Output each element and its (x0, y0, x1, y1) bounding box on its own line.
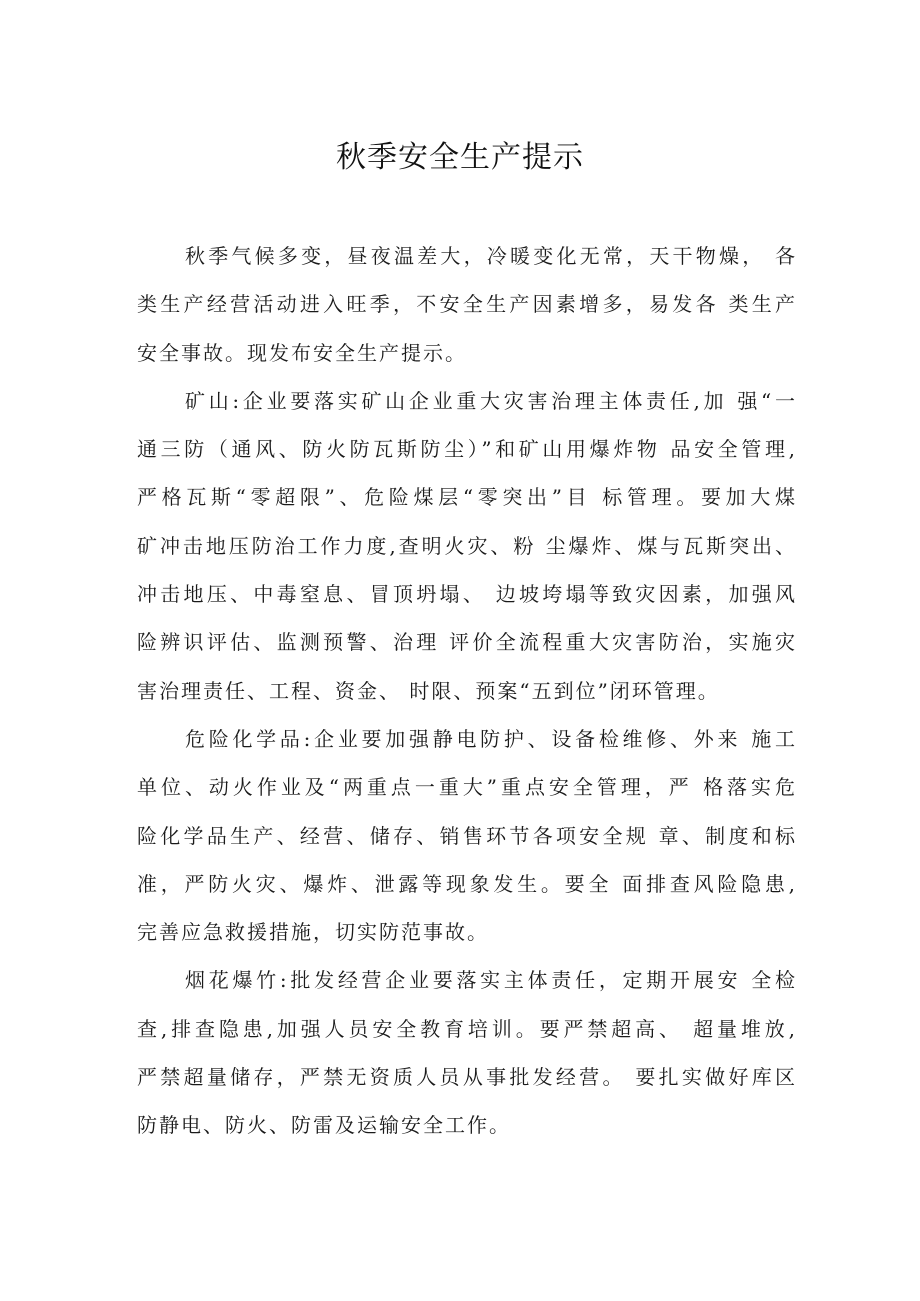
text-line: 矿山:企业要落实矿山企业重大灾害治理主体责任,加 强“一 (185, 388, 797, 413)
text-line: 烟花爆竹:批发经营企业要落实主体责任，定期开展安 全检 (185, 968, 797, 993)
text-line: 安全事故。现发布安全生产提示。 (137, 340, 467, 365)
text-line: 通三防（通风、防火防瓦斯防尘）”和矿山用爆炸物 品安全管理, (137, 437, 797, 462)
text-line: 防静电、防火、防雷及运输安全工作。 (137, 1113, 511, 1138)
paragraph-mining (137, 377, 797, 715)
text-line: 秋季气候多变，昼夜温差大，冷暖变化无常，天干物燥， 各 (185, 244, 797, 268)
text-line: 危险化学品:企业要加强静电防护、设备检维修、外来 施工 (185, 726, 797, 751)
document-body (137, 232, 797, 1150)
text-line: 严格瓦斯“零超限”、危险煤层“零突出”目 标管理。要加大煤 (137, 485, 797, 510)
paragraph-hazardous-chemicals (137, 715, 797, 956)
text-line: 险化学品生产、经营、储存、销售环节各项安全规 章、制度和标 (137, 823, 797, 848)
text-line: 冲击地压、中毒窒息、冒顶坍塌、 边坡垮塌等致灾因素，加强风 (137, 582, 797, 607)
text-line: 完善应急救援措施，切实防范事故。 (137, 920, 489, 945)
text-line: 单位、动火作业及“两重点一重大”重点安全管理，严 格落实危 (137, 775, 797, 800)
document-title: 秋季安全生产提示 (336, 140, 584, 175)
text-line: 害治理责任、工程、资金、 时限、预案“五到位”闭环管理。 (137, 678, 720, 703)
text-line: 查,排查隐患,加强人员安全教育培训。要严禁超高、 超量堆放, (137, 1016, 797, 1041)
paragraph-fireworks (137, 956, 797, 1149)
text-line: 准，严防火灾、爆炸、泄露等现象发生。要全 面排查风险隐患, (137, 871, 797, 896)
text-line: 严禁超量储存，严禁无资质人员从事批发经营。 要扎实做好库区 (137, 1065, 797, 1090)
text-line: 类生产经营活动进入旺季，不安全生产因素增多，易发各 类生产 (137, 292, 797, 317)
paragraph-intro (137, 232, 797, 377)
text-line: 险辨识评估、监测预警、治理 评价全流程重大灾害防治，实施灾 (137, 630, 797, 655)
text-line: 矿冲击地压防治工作力度,查明火灾、粉 尘爆炸、煤与瓦斯突出、 (137, 533, 797, 558)
